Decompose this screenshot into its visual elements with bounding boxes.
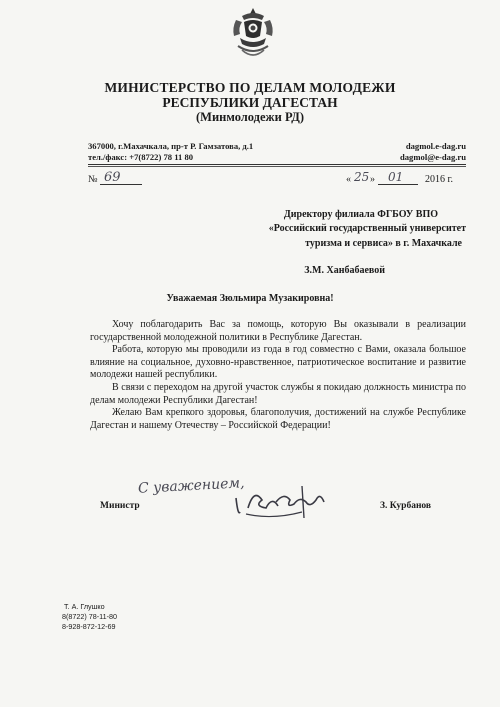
executor-phone-1: 8(8722) 78-11-80 (62, 612, 118, 621)
date-month-underline (378, 184, 418, 185)
signature-mark (232, 478, 332, 522)
ministry-address: 367000, г.Махачкала, пр-т Р. Гамзатова, д.1 (88, 141, 254, 151)
date-close-quote: » (370, 174, 375, 185)
ministry-name-line2: РЕСПУБЛИКИ ДАГЕСТАН (162, 95, 338, 110)
signatory-name: З. Курбанов (380, 501, 432, 511)
letter-body (90, 319, 466, 432)
addressee-line1: Директору филиала ФГБОУ ВПО (283, 209, 438, 220)
header-divider (88, 164, 466, 165)
date-open-quote: « (346, 174, 351, 185)
ministry-name-line1: МИНИСТЕРСТВО ПО ДЕЛАМ МОЛОДЕЖИ (104, 80, 396, 95)
date-month: 01 (388, 170, 404, 184)
date-day: 25 (354, 170, 370, 184)
signatory-title: Министр (100, 501, 140, 511)
greeting: Уважаемая Зюльмира Музакировна! (166, 293, 334, 304)
dagestan-coat-of-arms-emblem (228, 6, 278, 62)
header-divider-secondary (88, 166, 466, 167)
executor-name: Т. А. Глушко (64, 602, 105, 611)
reg-number-label: № (88, 174, 98, 185)
reg-number-underline (100, 184, 142, 185)
ministry-website: dagmol.e-dag.ru (405, 141, 466, 151)
executor-phone-2: 8-928-872-12-69 (62, 622, 116, 631)
body-paragraph: Хочу поблагодарить Вас за помощь, которую Вы оказывали в реализации государственной молодежной политики в Республике Дагестан. (90, 319, 466, 343)
handwritten-regards: С уважением, (137, 475, 245, 497)
reg-number-value: 69 (104, 170, 121, 185)
body-paragraph: В связи с переходом на другой участок службы я покидаю должность министра по делам молодежи Республики Дагестан! (90, 381, 466, 406)
body-paragraph: Желаю Вам крепкого здоровья, благополучия, достижений на службе Республике Дагестан и нашему Отечеству – Российской Федерации! (90, 407, 466, 431)
ministry-phone: тел./факс: +7(8722) 78 11 80 (88, 152, 194, 162)
addressee-name: З.М. Ханбабаевой (304, 265, 385, 276)
ministry-short-name: (Минмолодежи РД) (195, 110, 305, 124)
addressee-line2: «Российский государственный университет (268, 223, 466, 234)
date-year: 2016 г. (425, 174, 453, 185)
body-paragraph: Работа, которую мы проводили из года в год совместно с Вами, оказала большое влияние на социальное, духовно-нравственное, патриотическое воспитание и развитие молодежи нашей республики. (90, 344, 466, 381)
executor-info (62, 602, 117, 632)
ministry-email: dagmol@e-dag.ru (399, 152, 466, 162)
addressee-line3: туризма и сервиса» в г. Махачкале (305, 238, 462, 249)
